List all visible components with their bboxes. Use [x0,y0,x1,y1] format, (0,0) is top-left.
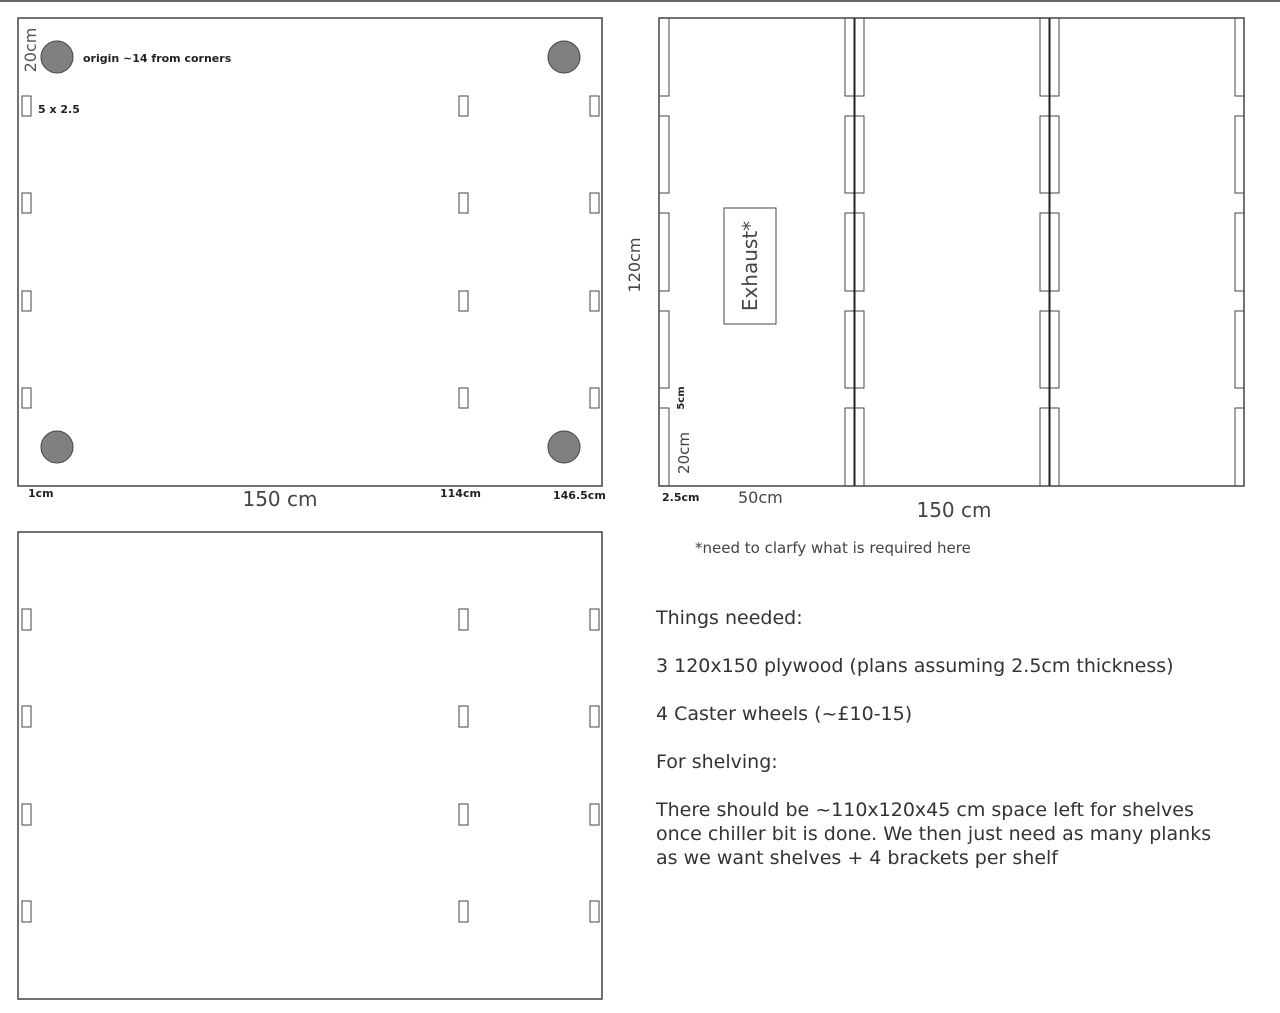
caster-wheel-bottom-right [548,431,580,463]
slot [459,291,468,311]
slot [590,96,599,116]
slot [459,804,468,825]
base-width-label: 150 cm [242,487,318,511]
slot [590,901,599,922]
caster-wheel-bottom-left [41,431,73,463]
slot [22,291,31,311]
side-height-label: 120cm [625,237,644,293]
lower-panel [18,532,602,999]
side-panel [625,18,1244,557]
slot [459,388,468,408]
slot [22,388,31,408]
notes-item-casters: 4 Caster wheels (~£10-15) [656,703,913,725]
notes-item-shelving-heading: For shelving: [656,751,778,773]
slot [22,193,31,213]
base-slots [22,96,599,408]
caster-wheel-top-left [41,41,73,73]
slot [659,213,669,291]
slot [590,388,599,408]
base-panel [18,18,606,511]
label-2-5cm: 2.5cm [662,491,700,504]
slot [22,96,31,116]
slot [590,193,599,213]
label-50cm: 50cm [738,488,783,507]
slot [459,609,468,630]
slot [659,311,669,388]
slot [459,193,468,213]
slot [590,804,599,825]
label-114cm: 114cm [440,487,481,500]
slot [590,291,599,311]
slot [22,609,31,630]
notes-item-plywood: 3 120x150 plywood (plans assuming 2.5cm thickness) [656,655,1174,677]
slot [590,706,599,727]
notes-item-shelving-detail: There should be ~110x120x45 cm space left for shelves once chiller bit is done. We then just need as many planks as we want shelves + 4 brackets per shelf [656,799,1212,869]
exhaust-label: Exhaust* [738,220,762,312]
lower-slots [22,609,599,922]
slot [659,408,669,486]
notes-title: Things needed: [656,607,803,629]
slot [590,609,599,630]
slot [1235,116,1244,193]
slot [22,706,31,727]
caster-wheel-top-right [548,41,580,73]
label-20cm: 20cm [675,432,693,474]
slot [659,116,669,193]
slot [659,18,669,96]
label-1cm: 1cm [28,487,54,500]
slot [459,96,468,116]
slot [459,901,468,922]
lower-board-outline [18,532,602,999]
label-5cm: 5cm [676,386,687,410]
wheel-origin-note: origin ~14 from corners [83,52,232,65]
slot [1235,311,1244,388]
footnote: *need to clarfy what is required here [695,539,971,557]
slot [1235,18,1244,96]
slot [22,901,31,922]
slot [22,804,31,825]
base-board-outline [18,18,602,486]
label-20cm-vertical: 20cm [21,27,40,73]
slot [459,706,468,727]
slot [1235,408,1244,486]
slot [1235,213,1244,291]
slot-size-label: 5 x 2.5 [38,103,80,116]
label-146-5cm: 146.5cm [553,489,606,502]
notes-block [656,606,1256,894]
side-width-label: 150 cm [916,498,992,522]
